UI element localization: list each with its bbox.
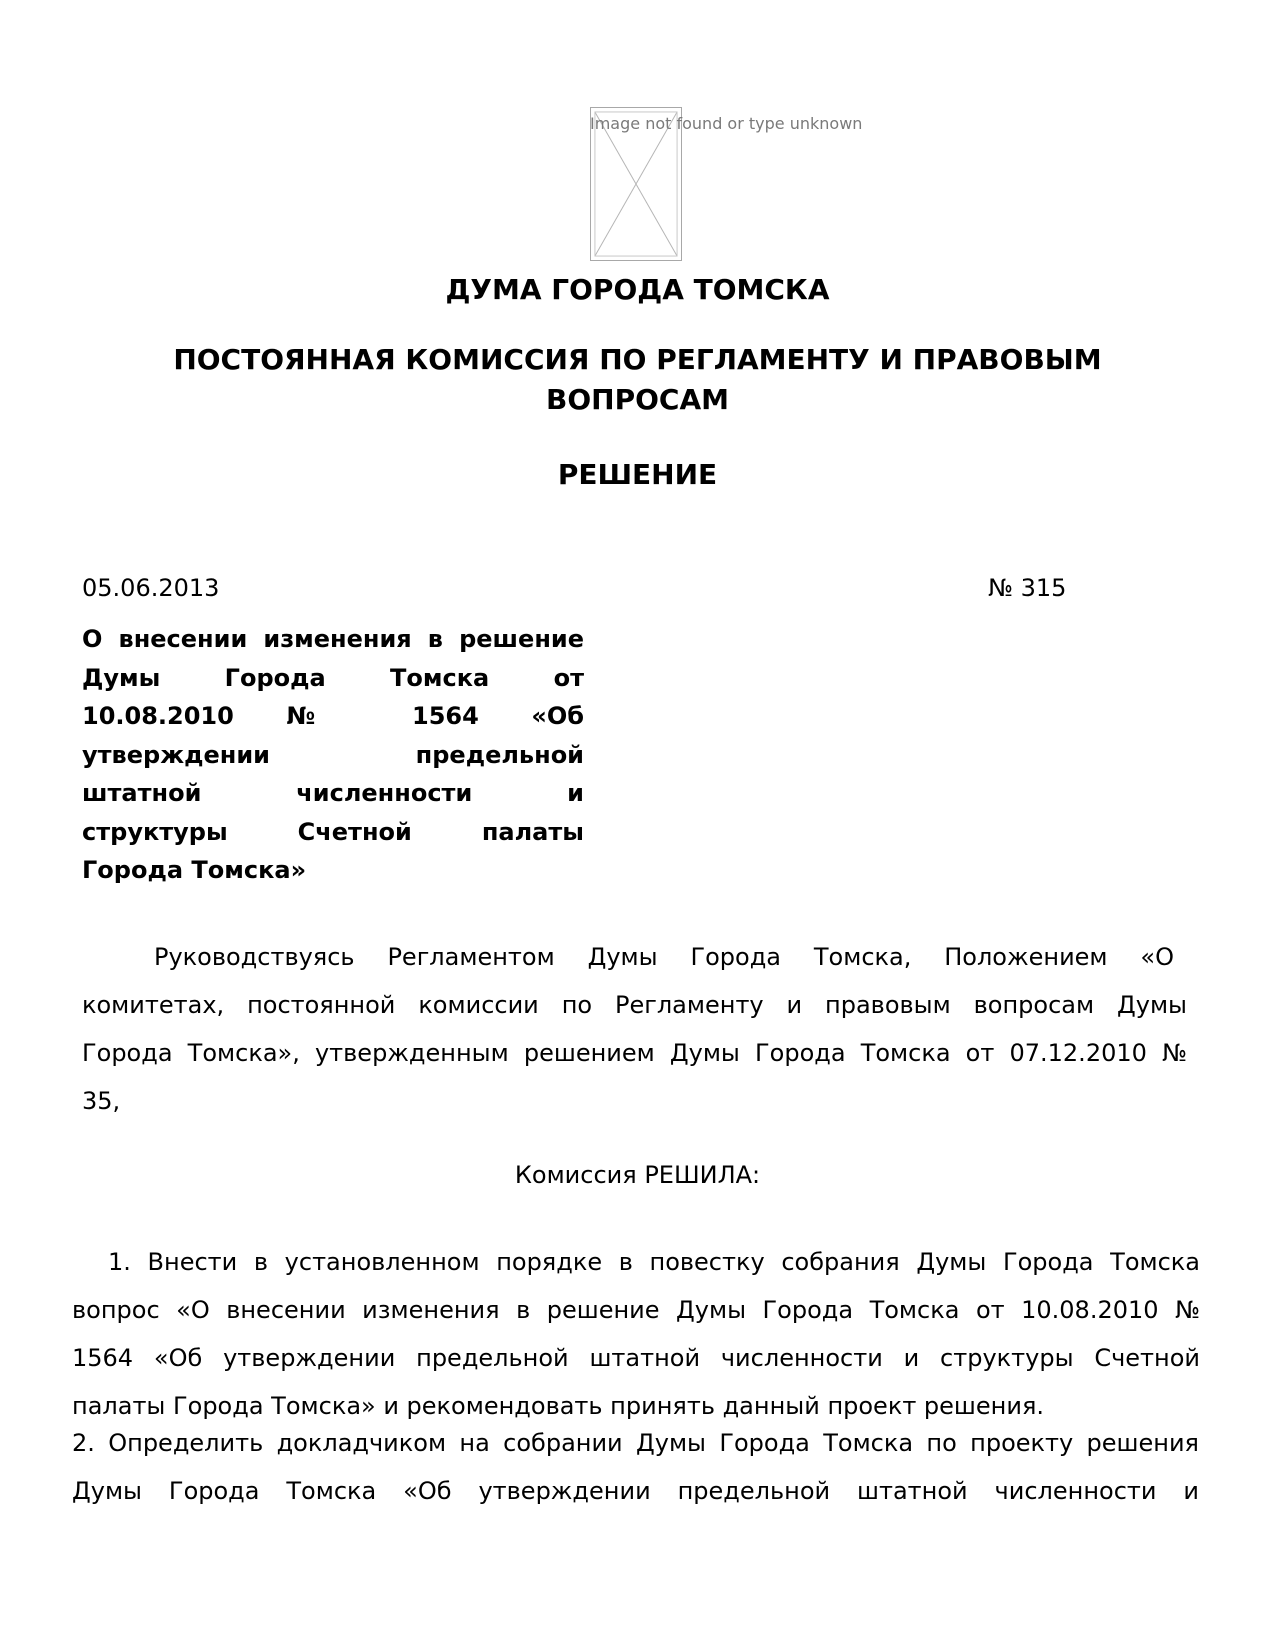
subject-line: структуры Счетной палаты: [82, 817, 584, 846]
item1-line: палаты Города Томска» и рекомендовать принять данный проект решения.: [72, 1392, 1045, 1420]
item1-line: 1. Внести в установленном порядке в повестку собрания Думы Города Томска: [108, 1248, 1200, 1276]
preamble-paragraph: [82, 933, 1187, 1125]
subject-line: О внесении изменения в решение: [82, 625, 584, 653]
subject-line: утверждении предельной: [82, 740, 584, 769]
subject-line: Города Томска»: [82, 856, 307, 884]
document-type-title: РЕШЕНИЕ: [557, 458, 718, 491]
subject-line: 10.08.2010 № 1564 «Об: [82, 702, 584, 730]
resolution-heading: Комиссия РЕШИЛА:: [514, 1161, 761, 1189]
document-number: № 315: [988, 574, 1067, 602]
preamble-line: 35,: [82, 1087, 121, 1115]
preamble-line: Руководствуясь Регламентом Думы Города Томска, Положением «О: [154, 943, 1174, 971]
subject-line: штатной численности и: [82, 779, 584, 807]
commission-title: ПОСТОЯННАЯ КОМИССИЯ ПО РЕГЛАМЕНТУ И ПРАВОВЫМ ВОПРОСАМ: [173, 343, 1102, 416]
organization-title: ДУМА ГОРОДА ТОМСКА: [445, 273, 830, 306]
preamble-line: комитетах, постоянной комиссии по Регламенту и правовым вопросам Думы: [82, 991, 1187, 1019]
resolution-item-1: [72, 1238, 1200, 1430]
document-date: 05.06.2013: [82, 574, 220, 602]
image-alt-text: Image not found or type unknown: [590, 114, 863, 133]
item1-line: 1564 «Об утверждении предельной штатной численности и структуры Счетной: [72, 1344, 1200, 1372]
document-subject: [82, 620, 584, 890]
preamble-line: Города Томска», утвержденным решением Думы Города Томска от 07.12.2010 №: [82, 1039, 1187, 1067]
resolution-item-2: [72, 1419, 1199, 1515]
item2-line: Думы Города Томска «Об утверждении предельной штатной численности и: [72, 1477, 1199, 1505]
subject-line: Думы Города Томска от: [82, 663, 584, 692]
item2-line: 2. Определить докладчиком на собрании Думы Города Томска по проекту решения: [72, 1429, 1199, 1457]
item1-line: вопрос «О внесении изменения в решение Думы Города Томска от 10.08.2010 №: [72, 1296, 1200, 1324]
